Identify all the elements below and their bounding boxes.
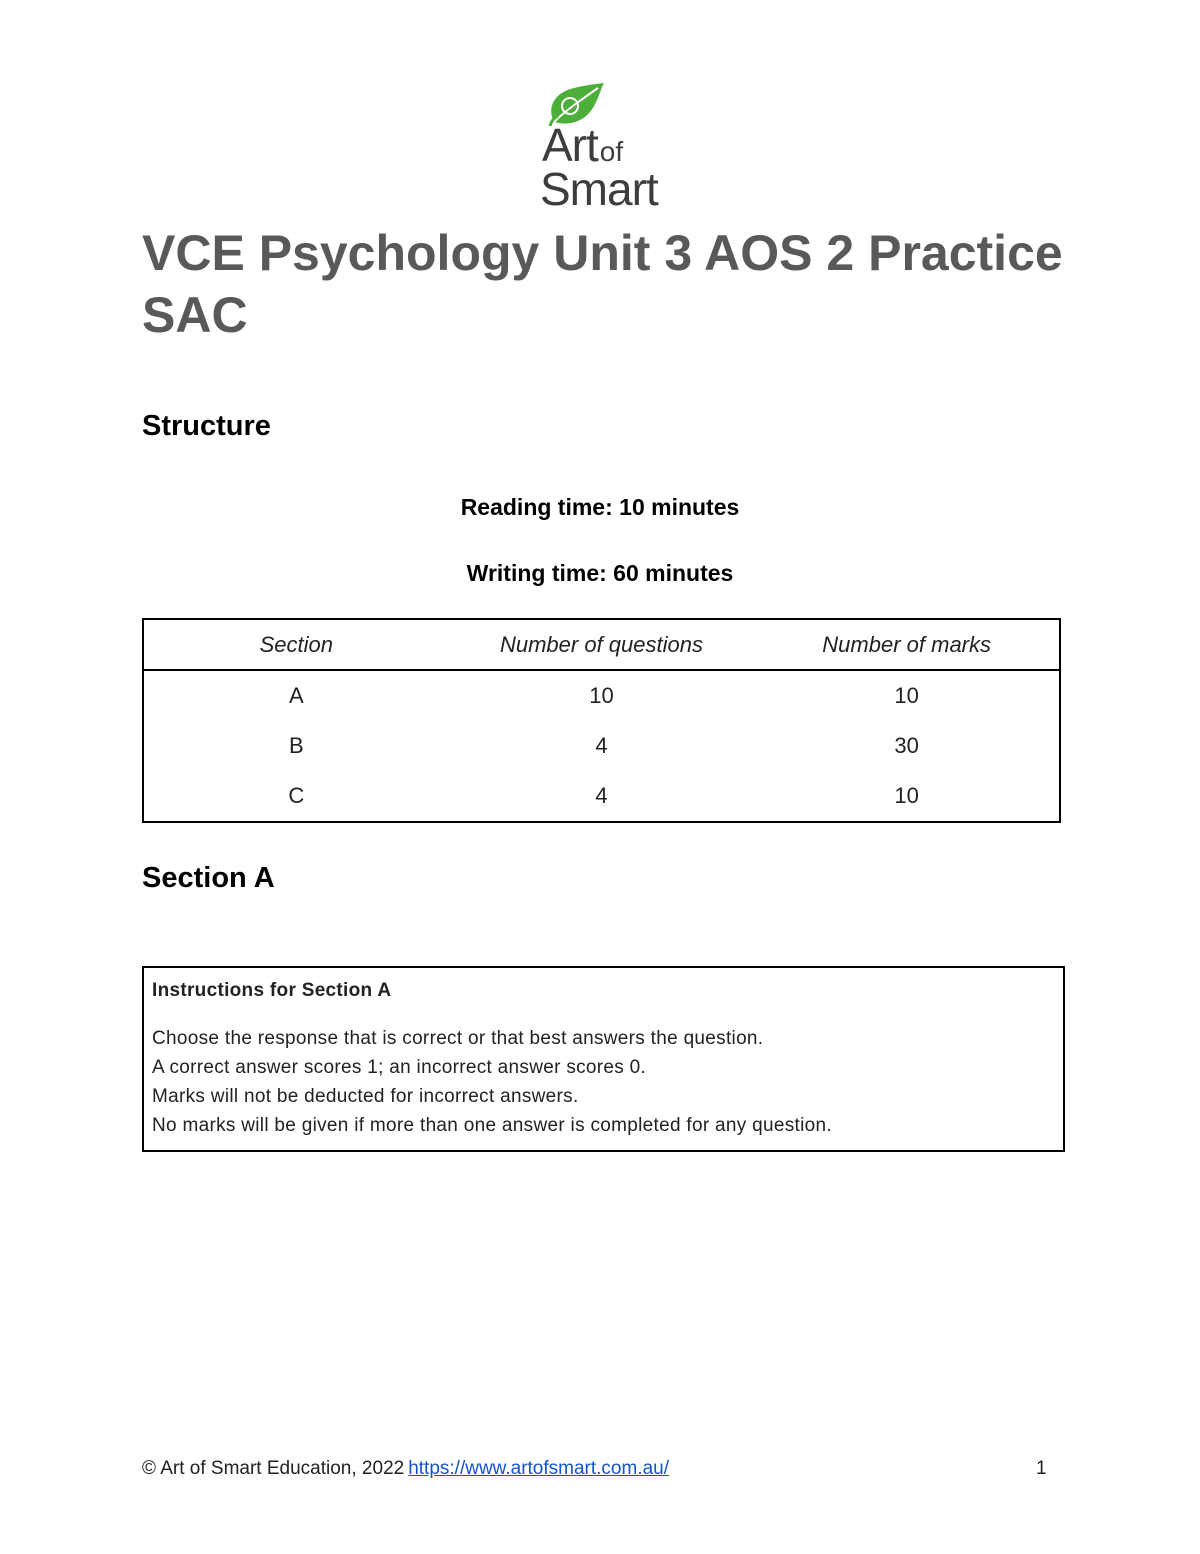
table-cell: 4 xyxy=(595,783,608,808)
table-cell: 10 xyxy=(894,683,919,708)
structure-heading: Structure xyxy=(142,410,271,442)
instructions-box xyxy=(142,966,1065,1152)
logo-line-2: Smart xyxy=(540,163,658,215)
table-cell: 10 xyxy=(894,783,919,808)
reading-time: Reading time: 10 minutes xyxy=(460,494,740,520)
table-cell: 10 xyxy=(589,683,614,708)
instruction-line: Choose the response that is correct or that best answers the question. xyxy=(152,1028,764,1049)
footer xyxy=(142,1458,669,1480)
table-row xyxy=(143,771,1060,822)
website-link[interactable]: https://www.artofsmart.com.au/ xyxy=(408,1458,670,1479)
table-cell: C xyxy=(288,783,305,808)
structure-table xyxy=(142,618,1061,823)
page-number: 1 xyxy=(1036,1458,1047,1479)
table-cell: A xyxy=(288,683,304,708)
table-header-row xyxy=(143,619,1060,670)
instruction-line: No marks will be given if more than one answer is completed for any question. xyxy=(152,1115,832,1136)
table-row xyxy=(143,670,1060,721)
column-header: Number of questions xyxy=(449,619,755,670)
instruction-line: A correct answer scores 1; an incorrect answer scores 0. xyxy=(152,1057,647,1078)
table-cell: 30 xyxy=(894,733,919,758)
document-title: VCE Psychology Unit 3 AOS 2 Practice SAC xyxy=(142,225,1063,343)
column-header: Number of marks xyxy=(754,619,1060,670)
column-header: Section xyxy=(143,619,449,670)
art-of-smart-logo xyxy=(540,82,670,215)
instructions-heading: Instructions for Section A xyxy=(152,980,392,1001)
instruction-line: Marks will not be deducted for incorrect answers. xyxy=(152,1086,579,1107)
writing-time: Writing time: 60 minutes xyxy=(466,560,734,586)
table-cell: B xyxy=(288,733,304,758)
table-row xyxy=(143,721,1060,771)
copyright-text: © Art of Smart Education, 2022 xyxy=(142,1458,405,1479)
table-cell: 4 xyxy=(595,733,608,758)
section-a-heading: Section A xyxy=(142,862,275,894)
logo-line-1: Artof xyxy=(542,119,624,171)
